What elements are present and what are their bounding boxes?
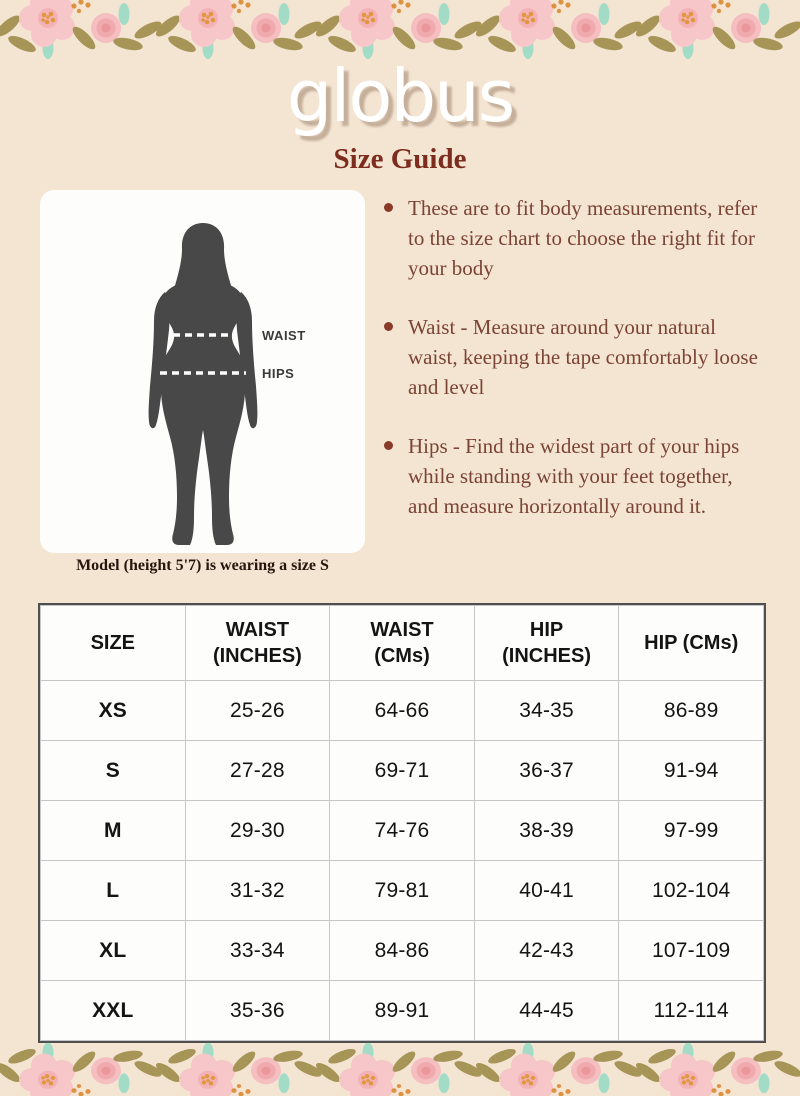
measurement-cell: 64-66 [330,681,475,741]
hips-label: HIPS [262,366,295,381]
measurement-cell: 33-34 [185,921,330,981]
floral-border-bottom [0,1035,800,1096]
measurement-cell: 79-81 [330,861,475,921]
silhouette-card [40,190,365,553]
bullet-dot-icon [384,322,393,331]
size-table-container [38,603,766,1043]
table-row [41,861,764,921]
measurement-cell: 107-109 [619,921,764,981]
instruction-list [384,193,762,550]
model-caption: Model (height 5'7) is wearing a size S [76,557,329,574]
size-cell: L [41,861,186,921]
measurement-cell: 89-91 [330,981,475,1041]
size-table [40,605,764,1041]
measurement-cell: 40-41 [474,861,619,921]
size-cell: M [41,801,186,861]
measurement-cell: 44-45 [474,981,619,1041]
column-header-waist-inches: WAIST (INCHES) [185,606,330,681]
instruction-text: Waist - Measure around your natural waist, keeping the tape comfortably loose and level [408,315,758,400]
table-row [41,801,764,861]
column-header-hip-inches: HIP (INCHES) [474,606,619,681]
measurement-cell: 102-104 [619,861,764,921]
bullet-dot-icon [384,441,393,450]
size-cell: S [41,741,186,801]
size-cell: XXL [41,981,186,1041]
list-item [384,193,762,283]
list-item [384,312,762,402]
measurement-cell: 38-39 [474,801,619,861]
table-header-row [41,606,764,681]
measurement-cell: 27-28 [185,741,330,801]
table-row [41,681,764,741]
measurement-cell: 112-114 [619,981,764,1041]
measurement-cell: 29-30 [185,801,330,861]
size-cell: XS [41,681,186,741]
measurement-cell: 91-94 [619,741,764,801]
body-measurement-diagram [40,190,365,553]
size-table-body [41,681,764,1041]
size-cell: XL [41,921,186,981]
table-row [41,921,764,981]
measurement-cell: 86-89 [619,681,764,741]
measurement-cell: 34-35 [474,681,619,741]
measurement-cell: 97-99 [619,801,764,861]
measurement-cell: 84-86 [330,921,475,981]
floral-border-top [0,0,800,62]
table-row [41,741,764,801]
waist-label: WAIST [262,328,306,343]
measurement-cell: 74-76 [330,801,475,861]
measurement-cell: 36-37 [474,741,619,801]
instruction-text: These are to fit body measurements, refer to the size chart to choose the right fit for your body [408,196,758,281]
column-header-waist-cms: WAIST (CMs) [330,606,475,681]
column-header-size: SIZE [41,606,186,681]
table-row [41,981,764,1041]
instruction-text: Hips - Find the widest part of your hips while standing with your feet together, and measure horizontally around it. [408,434,740,519]
list-item [384,431,762,521]
measurement-cell: 42-43 [474,921,619,981]
brand-logo: globus [286,54,514,138]
column-header-hip-cms: HIP (CMs) [619,606,764,681]
measurement-cell: 35-36 [185,981,330,1041]
measurement-cell: 69-71 [330,741,475,801]
measurement-cell: 31-32 [185,861,330,921]
bullet-dot-icon [384,203,393,212]
female-silhouette [149,223,258,545]
measurement-cell: 25-26 [185,681,330,741]
page-title: Size Guide [333,143,467,175]
